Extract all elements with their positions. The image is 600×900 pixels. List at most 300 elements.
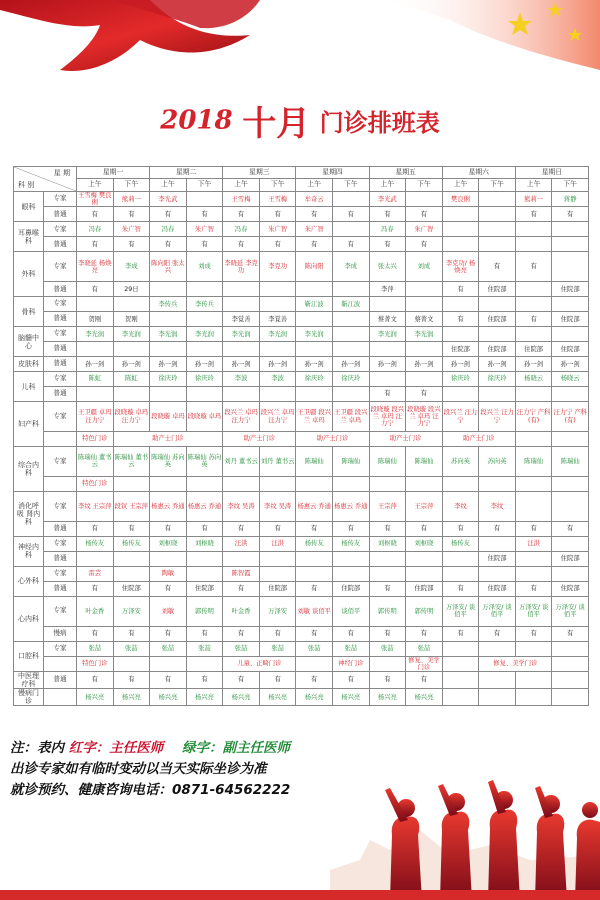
schedule-cell: 住院部: [332, 581, 369, 596]
schedule-cell: 张太兴: [369, 252, 406, 282]
schedule-cell: [223, 387, 260, 402]
schedule-cell: 王卫疆 卓玛 汪力宁: [77, 402, 114, 432]
schedule-cell: 陈瑞仙: [406, 446, 443, 476]
schedule-cell: [369, 551, 406, 566]
schedule-cell: [332, 566, 369, 581]
schedule-cell: 雷芸: [77, 566, 114, 581]
schedule-cell: [515, 432, 552, 447]
schedule-cell: [369, 656, 406, 671]
schedule-cell: [259, 551, 296, 566]
schedule-cell: [150, 551, 187, 566]
schedule-cell: 有: [369, 626, 406, 641]
schedule-cell: 刘成: [186, 252, 223, 282]
schedule-cell: 有: [442, 312, 479, 327]
schedule-cell: [406, 192, 443, 207]
schedule-cell: 有: [515, 581, 552, 596]
schedule-cell: [113, 476, 150, 491]
schedule-cell: [259, 282, 296, 297]
clinic-type-cell: 普通: [44, 237, 77, 252]
half-day-header: 上午: [150, 179, 187, 192]
schedule-cell: 有: [369, 672, 406, 689]
schedule-cell: 住院部: [479, 581, 516, 596]
schedule-cell: 王雪梅: [223, 192, 260, 207]
schedule-cell: [332, 282, 369, 297]
schedule-cell: 杨兴亮: [150, 689, 187, 706]
note-line-2: 出诊专家如有临时变动以当天实际坐诊为准: [10, 761, 267, 777]
schedule-cell: 有: [369, 237, 406, 252]
schedule-cell: 杨兴亮: [223, 689, 260, 706]
schedule-cell: [515, 551, 552, 566]
half-day-header: 下午: [113, 179, 150, 192]
schedule-cell: 杨兴亮: [369, 689, 406, 706]
schedule-cell: 孙一剑: [259, 357, 296, 372]
schedule-cell: 孙一剑: [296, 357, 333, 372]
schedule-cell: 有: [369, 387, 406, 402]
half-day-header: 下午: [332, 179, 369, 192]
schedule-cell: 李光润: [223, 327, 260, 342]
schedule-cell: 杨惠云 乔通: [332, 491, 369, 521]
table-row: [14, 327, 589, 342]
schedule-cell: 苏向英: [479, 446, 516, 476]
schedule-cell: 郭传明: [186, 596, 223, 626]
clinic-type-cell: 普通: [44, 672, 77, 689]
schedule-cell: 29日: [113, 282, 150, 297]
table-row: [14, 252, 589, 282]
table-row: [14, 566, 589, 581]
schedule-cell: [515, 387, 552, 402]
clinic-type-cell: 普通: [44, 282, 77, 297]
schedule-cell: 杨传友: [332, 536, 369, 551]
schedule-cell: [442, 656, 479, 671]
schedule-cell: [332, 312, 369, 327]
table-row: [14, 402, 589, 432]
schedule-cell: [479, 192, 516, 207]
schedule-cell: 有: [150, 581, 187, 596]
schedule-cell: 住院部: [552, 551, 589, 566]
schedule-cell: [515, 566, 552, 581]
schedule-cell: [479, 641, 516, 656]
schedule-cell: 助产士门诊: [442, 432, 515, 447]
table-row: [14, 491, 589, 521]
schedule-cell: 陈虹: [113, 372, 150, 387]
schedule-cell: 有: [223, 626, 260, 641]
schedule-cell: [113, 551, 150, 566]
table-row: [14, 222, 589, 237]
schedule-cell: [223, 282, 260, 297]
schedule-cell: [296, 476, 333, 491]
table-row: [14, 672, 589, 689]
schedule-cell: 住院部: [479, 312, 516, 327]
table-row: [14, 342, 589, 357]
clinic-type-cell: 专家: [44, 252, 77, 282]
schedule-cell: 孙一剑: [223, 357, 260, 372]
title-year: 2018: [160, 105, 233, 136]
department-cell: 神经内科: [14, 536, 44, 566]
schedule-cell: 李成: [332, 252, 369, 282]
schedule-cell: [442, 476, 479, 491]
schedule-cell: [369, 372, 406, 387]
schedule-cell: 有: [552, 207, 589, 222]
department-cell: 心内科: [14, 596, 44, 641]
schedule-cell: 孙一剑: [113, 357, 150, 372]
title-month: 十月: [242, 104, 311, 144]
table-row: [14, 357, 589, 372]
schedule-cell: 杨兴亮: [296, 689, 333, 706]
schedule-cell: 有: [479, 626, 516, 641]
schedule-cell: 有: [296, 237, 333, 252]
schedule-cell: 冯春: [150, 222, 187, 237]
schedule-cell: 汪力宁 产科 (有): [552, 402, 589, 432]
schedule-cell: 有: [406, 387, 443, 402]
schedule-cell: 李光润: [406, 327, 443, 342]
schedule-cell: 有: [223, 237, 260, 252]
schedule-cell: 孙一剑: [552, 357, 589, 372]
schedule-cell: 李晓延 李克功: [223, 252, 260, 282]
ribbon-decoration: [0, 0, 600, 100]
clinic-type-cell: 专家: [44, 327, 77, 342]
schedule-cell: [223, 297, 260, 312]
day-header: 星期六: [442, 167, 515, 179]
schedule-cell: [515, 672, 552, 689]
schedule-cell: 杨传友: [113, 536, 150, 551]
schedule-cell: [150, 282, 187, 297]
schedule-cell: 杨兴亮: [406, 689, 443, 706]
schedule-cell: 修复、美学门诊: [479, 656, 552, 671]
schedule-cell: 有: [186, 521, 223, 536]
schedule-cell: 孙一剑: [369, 357, 406, 372]
header-banner: [0, 0, 600, 100]
schedule-cell: [515, 282, 552, 297]
schedule-cell: [479, 566, 516, 581]
table-row: [14, 689, 589, 706]
schedule-cell: [186, 342, 223, 357]
table-row: [14, 297, 589, 312]
schedule-cell: [369, 476, 406, 491]
schedule-cell: 王雪梅 樊良俐: [78, 192, 112, 207]
schedule-cell: [406, 282, 443, 297]
schedule-cell: 陈瑞仙: [552, 446, 589, 476]
schedule-cell: 张喆: [406, 641, 443, 656]
schedule-cell: [369, 566, 406, 581]
schedule-cell: 张喆: [186, 641, 223, 656]
schedule-cell: 有: [223, 521, 260, 536]
schedule-cell: [223, 342, 260, 357]
bottom-border: [0, 890, 600, 900]
schedule-cell: 李纹 王宗萍: [77, 491, 114, 521]
schedule-cell: 有: [113, 521, 150, 536]
schedule-cell: [552, 491, 589, 521]
schedule-cell: 汪力宁 产科 (有): [515, 402, 552, 432]
clinic-type-cell: 专家: [44, 566, 77, 581]
clinic-type-cell: 专家: [44, 222, 77, 237]
schedule-cell: [150, 387, 187, 402]
schedule-cell: [296, 342, 333, 357]
schedule-cell: [113, 566, 150, 581]
schedule-cell: 助产士门诊: [223, 432, 296, 447]
schedule-cell: [332, 222, 369, 237]
schedule-cell: 刘枢晓: [186, 536, 223, 551]
schedule-cell: [113, 387, 150, 402]
schedule-cell: [259, 566, 296, 581]
schedule-cell: 有: [186, 626, 223, 641]
note-prefix: 注：表内: [10, 740, 64, 756]
schedule-cell: [332, 476, 369, 491]
clinic-type-cell: 专家: [44, 372, 77, 387]
schedule-cell: 有: [259, 207, 296, 222]
schedule-cell: 特色门诊: [77, 656, 114, 671]
schedule-cell: 神经门诊: [332, 656, 369, 671]
schedule-cell: 李克功: [259, 252, 296, 282]
schedule-cell: [332, 551, 369, 566]
schedule-cell: 李纹 吴涛: [223, 491, 260, 521]
schedule-cell: [552, 689, 589, 706]
schedule-cell: 李克功/ 杨焕亮: [442, 252, 479, 282]
half-day-header: 下午: [552, 179, 589, 192]
schedule-cell: 有: [77, 207, 114, 222]
schedule-cell: 张喆: [223, 641, 260, 656]
schedule-cell: 孙一剑: [77, 357, 114, 372]
schedule-cell: [332, 387, 369, 402]
schedule-cell: 段兴兰 卓玛 汪力宁: [259, 402, 296, 432]
schedule-cell: [552, 566, 589, 581]
clinic-type-cell: [44, 432, 77, 447]
clinic-type-cell: 普通: [44, 551, 77, 566]
schedule-cell: [515, 476, 552, 491]
note-line-1: [10, 738, 410, 759]
schedule-cell: [186, 312, 223, 327]
schedule-cell: 助产士门诊: [369, 432, 442, 447]
clinic-type-cell: 普通: [44, 207, 77, 222]
schedule-cell: 有: [296, 207, 333, 222]
schedule-cell: [552, 297, 589, 312]
schedule-cell: 徐庆玲: [150, 372, 187, 387]
schedule-cell: 谈佰平: [332, 596, 369, 626]
schedule-cell: 杨惠云 乔通: [186, 491, 223, 521]
schedule-cell: [186, 192, 223, 207]
schedule-cell: [552, 222, 589, 237]
schedule-cell: [259, 297, 296, 312]
schedule-cell: 有: [77, 581, 114, 596]
schedule-cell: 冯春: [369, 222, 406, 237]
schedule-cell: 杨兴亮: [77, 689, 114, 706]
schedule-cell: [515, 641, 552, 656]
schedule-cell: [150, 476, 187, 491]
schedule-cell: 张喆: [113, 641, 150, 656]
department-cell: 综合内科: [14, 446, 44, 491]
schedule-cell: [552, 387, 589, 402]
schedule-cell: 刘枢晓: [150, 536, 187, 551]
schedule-cell: [552, 536, 589, 551]
schedule-cell: 住院部: [552, 312, 589, 327]
schedule-cell: 汪洪: [259, 536, 296, 551]
schedule-cell: 蔡菁文: [369, 312, 406, 327]
schedule-cell: 万泽安/ 谈佰平: [442, 596, 479, 626]
week-label: 星 期: [53, 169, 70, 177]
schedule-cell: [442, 672, 479, 689]
schedule-cell: 贺刚: [77, 312, 114, 327]
schedule-cell: 陈智霞: [223, 566, 260, 581]
schedule-cell: 段晓璇 卓玛: [186, 402, 223, 432]
table-row: [14, 312, 589, 327]
schedule-cell: 有: [406, 237, 443, 252]
schedule-cell: [332, 342, 369, 357]
schedule-table: [13, 166, 589, 706]
day-header: 星期二: [150, 167, 223, 179]
schedule-cell: 刘枢晓: [369, 536, 406, 551]
schedule-cell: 有: [113, 672, 150, 689]
half-day-header: 下午: [186, 179, 223, 192]
schedule-cell: [406, 372, 443, 387]
schedule-cell: 陈虹: [77, 372, 114, 387]
schedule-cell: [186, 282, 223, 297]
schedule-cell: 朱广智: [296, 222, 333, 237]
schedule-cell: 有: [369, 581, 406, 596]
table-row: [14, 656, 589, 671]
day-header: 星期三: [223, 167, 296, 179]
schedule-cell: [479, 207, 516, 222]
schedule-cell: [113, 656, 150, 671]
schedule-cell: [479, 237, 516, 252]
schedule-cell: 特色门诊: [77, 476, 114, 491]
schedule-cell: 陈瑞仙: [332, 446, 369, 476]
clinic-type-cell: [44, 656, 77, 671]
schedule-cell: 有: [113, 237, 150, 252]
schedule-cell: 住院部: [552, 581, 589, 596]
clinic-type-cell: 专家: [44, 491, 77, 521]
table-row: [14, 596, 589, 626]
schedule-cell: 朱广智: [113, 222, 150, 237]
schedule-cell: 段钗 王宗萍: [113, 491, 150, 521]
schedule-cell: [442, 387, 479, 402]
schedule-cell: [515, 237, 552, 252]
half-day-header: 上午: [515, 179, 552, 192]
schedule-cell: 李纹: [479, 491, 516, 521]
schedule-cell: [296, 656, 333, 671]
schedule-cell: 徐庆玲: [296, 372, 333, 387]
schedule-cell: 叶金香: [223, 596, 260, 626]
schedule-cell: 有: [442, 581, 479, 596]
schedule-cell: 有: [259, 237, 296, 252]
table-row: [14, 432, 589, 447]
schedule-cell: [442, 297, 479, 312]
schedule-cell: 修复、美学 门诊: [406, 656, 443, 671]
dept-label: 科 别: [18, 180, 35, 189]
schedule-cell: 张喆: [259, 641, 296, 656]
schedule-cell: 有: [515, 207, 552, 222]
schedule-cell: 徐庆玲: [442, 372, 479, 387]
schedule-cell: 朱广智: [406, 222, 443, 237]
schedule-cell: 万泽安/ 谈佰平: [515, 596, 552, 626]
clinic-type-cell: 专家: [44, 192, 77, 207]
schedule-cell: 有: [150, 521, 187, 536]
day-header: 星期五: [369, 167, 442, 179]
schedule-cell: 助产士门诊: [296, 432, 369, 447]
schedule-cell: [332, 327, 369, 342]
clinic-type-cell: [44, 689, 77, 706]
schedule-cell: 李晓延 杨焕亮: [77, 252, 114, 282]
schedule-cell: 朱广智: [259, 222, 296, 237]
schedule-cell: [406, 342, 443, 357]
schedule-cell: [150, 656, 187, 671]
schedule-cell: 段晓璇 卓玛 汪力宁: [113, 402, 150, 432]
schedule-cell: 有: [223, 672, 260, 689]
schedule-cell: 陈瑞仙: [369, 446, 406, 476]
schedule-cell: 熊莉一: [515, 192, 552, 207]
schedule-cell: 助产士门诊: [113, 432, 223, 447]
schedule-cell: 陈向阳: [296, 252, 333, 282]
schedule-cell: [406, 476, 443, 491]
schedule-cell: 住院部: [479, 551, 516, 566]
schedule-cell: 有: [479, 521, 516, 536]
schedule-cell: 李光润: [296, 327, 333, 342]
schedule-cell: [442, 327, 479, 342]
schedule-cell: 李光润: [369, 327, 406, 342]
schedule-cell: 儿童、正畸门诊: [223, 656, 296, 671]
schedule-cell: 住院部: [113, 581, 150, 596]
department-cell: 慢病门诊: [14, 689, 44, 706]
schedule-cell: [552, 476, 589, 491]
schedule-cell: 杨晓云: [552, 372, 589, 387]
schedule-cell: 有: [150, 237, 187, 252]
schedule-cell: 有: [442, 521, 479, 536]
schedule-cell: 有: [186, 207, 223, 222]
schedule-cell: 有: [552, 626, 589, 641]
clinic-type-cell: 专家: [44, 536, 77, 551]
schedule-cell: 杨兴亮: [259, 689, 296, 706]
schedule-cell: 杨传友: [442, 536, 479, 551]
department-cell: 皮肤科: [14, 357, 44, 372]
schedule-cell: 万泽安/ 谈佰平: [479, 596, 516, 626]
schedule-cell: 刘敏: [150, 596, 187, 626]
department-cell: 眼科: [14, 192, 44, 222]
clinic-type-cell: 慢病: [44, 626, 77, 641]
schedule-cell: [552, 432, 589, 447]
schedule-cell: 熊莉一: [113, 192, 150, 207]
schedule-cell: 刘成: [406, 252, 443, 282]
half-day-header: 上午: [223, 179, 260, 192]
schedule-cell: 李光润: [150, 327, 187, 342]
schedule-cell: [369, 342, 406, 357]
table-row: [14, 207, 589, 222]
schedule-cell: [296, 551, 333, 566]
schedule-cell: [406, 551, 443, 566]
table-row: [14, 581, 589, 596]
schedule-cell: 有: [296, 581, 333, 596]
schedule-cell: 有: [332, 237, 369, 252]
schedule-cell: 有: [515, 312, 552, 327]
schedule-cell: 段兴兰 卓玛 汪力宁: [223, 402, 260, 432]
schedule-cell: 朱广智: [186, 222, 223, 237]
schedule-cell: 陈瑞仙 苏向英: [186, 446, 223, 476]
schedule-cell: 刘丹 董书云: [259, 446, 296, 476]
schedule-cell: 徐庆玲: [186, 372, 223, 387]
schedule-cell: [259, 476, 296, 491]
schedule-cell: 孙一剑: [150, 357, 187, 372]
schedule-cell: 苏向英: [442, 446, 479, 476]
table-row: [14, 446, 589, 476]
schedule-cell: [552, 237, 589, 252]
schedule-cell: 有: [552, 521, 589, 536]
schedule-cell: 王雪梅: [259, 192, 296, 207]
half-day-header: 上午: [77, 179, 114, 192]
table-row: [14, 476, 589, 491]
schedule-cell: 陈瑞仙 董书云: [113, 446, 150, 476]
clinic-type-cell: 普通: [44, 342, 77, 357]
schedule-cell: 段兴兰 汪力宁: [479, 402, 516, 432]
schedule-cell: 张喆: [77, 641, 114, 656]
schedule-cell: 郭传明: [406, 596, 443, 626]
schedule-cell: [515, 222, 552, 237]
